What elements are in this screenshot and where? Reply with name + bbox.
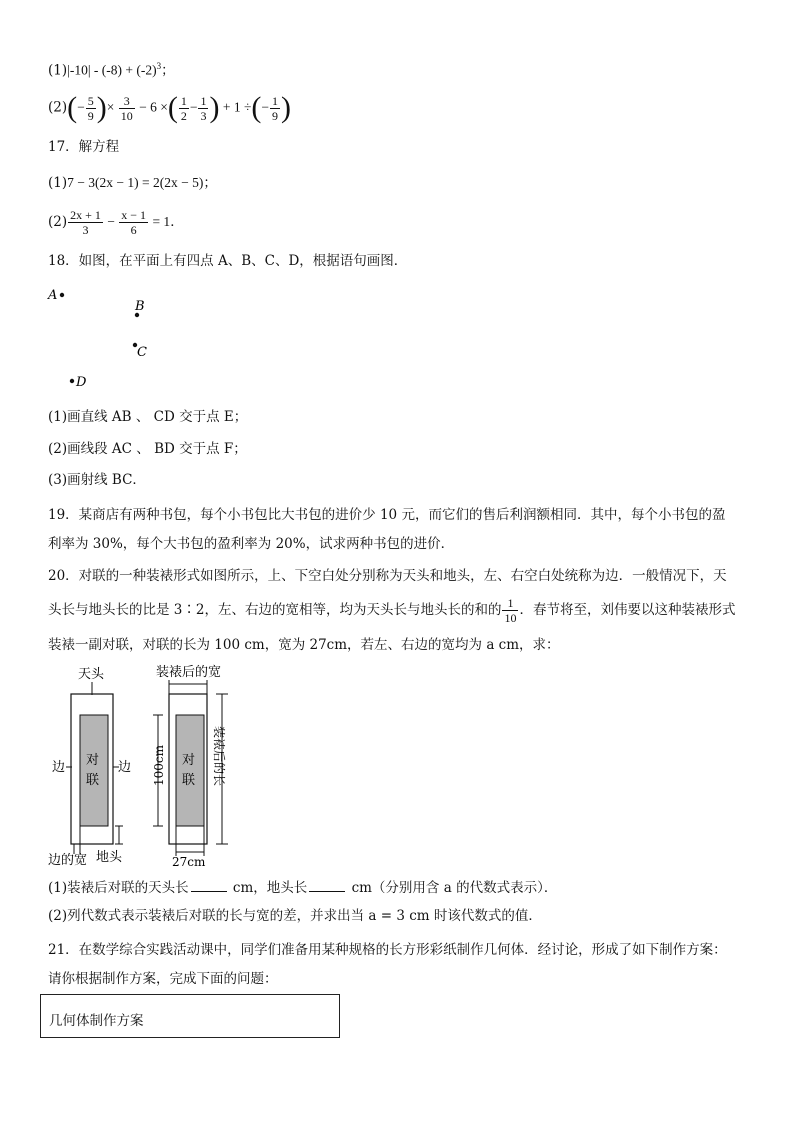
point-a-label: A (48, 288, 58, 303)
bian-right-label: 边 (118, 760, 132, 775)
p16-q2 (48, 93, 291, 123)
punct: ； (203, 175, 217, 191)
fraction: $\frac{5}{9}$ (87, 93, 94, 123)
op: × (106, 99, 118, 115)
paren: ( (167, 91, 178, 124)
minus: − (261, 99, 270, 115)
lian-label-left: 联 (86, 773, 100, 788)
p20-line3: 装裱一副对联，对联的长为 100 cm，宽为 27cm，若左、右边的宽均为 a cm，求： (48, 637, 560, 653)
bian-left-label: 边 (52, 760, 66, 775)
p21-line2: 请你根据制作方案，完成下面的问题： (48, 971, 278, 987)
blank-ditou[interactable] (309, 879, 345, 892)
tiantou-label: 天头 (78, 667, 105, 682)
fraction: $\frac{1}{3}$ (200, 93, 207, 123)
point-a-dot (60, 293, 64, 297)
w-27-label: 27cm (172, 855, 206, 869)
text: (1)装裱后对联的天头长 (48, 880, 189, 896)
minus: − (103, 214, 119, 229)
len-100-label: 100cm (152, 744, 166, 786)
p20-line1: 20．对联的一种装裱形式如图所示，上、下空白处分别称为天头和地头，左、右空白处统称为边．一般情况下，天 (48, 568, 727, 584)
p20-q2: (2)列代数式表示装裱后对联的长与宽的差，并求出当 a = 3 cm 时该代数式的值． (48, 908, 542, 924)
fraction: $\frac{3}{10}$ (120, 93, 133, 123)
plan-box (40, 994, 340, 1038)
punct: ． (170, 214, 184, 230)
text: 头长与地头长的比是 3∶2，左、右边的宽相等，均为天头长与地头长的和的 (48, 602, 502, 618)
punct: ； (161, 62, 175, 79)
q-label: (2) (48, 99, 68, 116)
paren: ) (96, 91, 107, 124)
bian-width-label: 边的宽 (48, 853, 88, 868)
point-d-dot (70, 379, 74, 383)
p20-line2 (48, 596, 735, 625)
op: − 6 × (135, 99, 168, 115)
point-b-label: B (135, 299, 145, 314)
text: cm（分别用含 a 的代数式表示）． (347, 880, 558, 896)
expression: 7 − 3(2x − 1) = 2(2x − 5) (67, 175, 204, 190)
expression: = 1 (149, 214, 171, 229)
exponent: 3 (156, 61, 162, 71)
p18-title: 18．如图，在平面上有四点 A、B、C、D，根据语句画图． (48, 253, 408, 269)
p18-q1: (1)画直线 AB 、 CD 交于点 E； (48, 409, 248, 425)
fraction: $\frac{1}{2}$ (180, 93, 187, 123)
q-label: (1) (48, 62, 68, 79)
plan-box-title: 几何体制作方案 (49, 1013, 144, 1029)
p17-title: 17．解方程 (48, 139, 120, 155)
p20-q1 (48, 879, 557, 896)
p16-q1 (48, 62, 175, 78)
paren: ( (251, 91, 262, 124)
p21-line1: 21．在数学综合实践活动课中，同学们准备用某种规格的长方形彩纸制作几何体．经讨论，形成了如下制作方案： (48, 942, 727, 958)
dui-label-left: 对 (86, 753, 100, 768)
fraction: $\frac{1}{9}$ (272, 93, 279, 123)
point-c-label: C (137, 345, 147, 360)
points-figure (40, 282, 200, 394)
blank-tiantou[interactable] (191, 879, 227, 892)
left-inner-panel (80, 715, 108, 826)
fraction: $\frac{1}{10}$ (504, 596, 517, 625)
expression: |-10| - (-8) + (-2) (67, 62, 157, 78)
text: cm，地头长 (228, 880, 308, 896)
paren: ) (209, 91, 220, 124)
paren: ) (281, 91, 292, 124)
q-label: (1) (48, 175, 68, 191)
paren: ( (67, 91, 78, 124)
lian-label-right: 联 (182, 773, 196, 788)
point-d-label: D (76, 375, 87, 390)
text: ．春节将至，刘伟要以这种装裱形式 (519, 602, 736, 618)
after-length-label: 装裱后的长 (212, 726, 226, 787)
couplet-figure (44, 660, 244, 870)
after-width-label: 装裱后的宽 (156, 665, 222, 680)
fraction: $\frac{2x + 1}{3}$ (70, 208, 101, 237)
p18-q3: (3)画射线 BC． (48, 472, 146, 488)
ditou-label: 地头 (96, 850, 123, 865)
p17-q2 (48, 208, 184, 237)
fraction: $\frac{x - 1}{6}$ (121, 208, 147, 237)
minus: − (189, 99, 198, 115)
dui-label-right: 对 (182, 753, 196, 768)
p18-q2: (2)画线段 AC 、 BD 交于点 F； (48, 441, 247, 457)
minus: − (77, 99, 85, 115)
right-inner-panel (176, 715, 204, 826)
p17-q1 (48, 176, 217, 191)
op: + 1 ÷ (219, 99, 252, 115)
p19-line2: 利率为 30%，每个大书包的盈利率为 20%，试求两种书包的进价． (48, 536, 455, 552)
p19-line1: 19．某商店有两种书包，每个小书包比大书包的进价少 10 元，而它们的售后利润额相同．其中，每个小书包的盈 (48, 507, 726, 523)
q-label: (2) (48, 214, 68, 230)
